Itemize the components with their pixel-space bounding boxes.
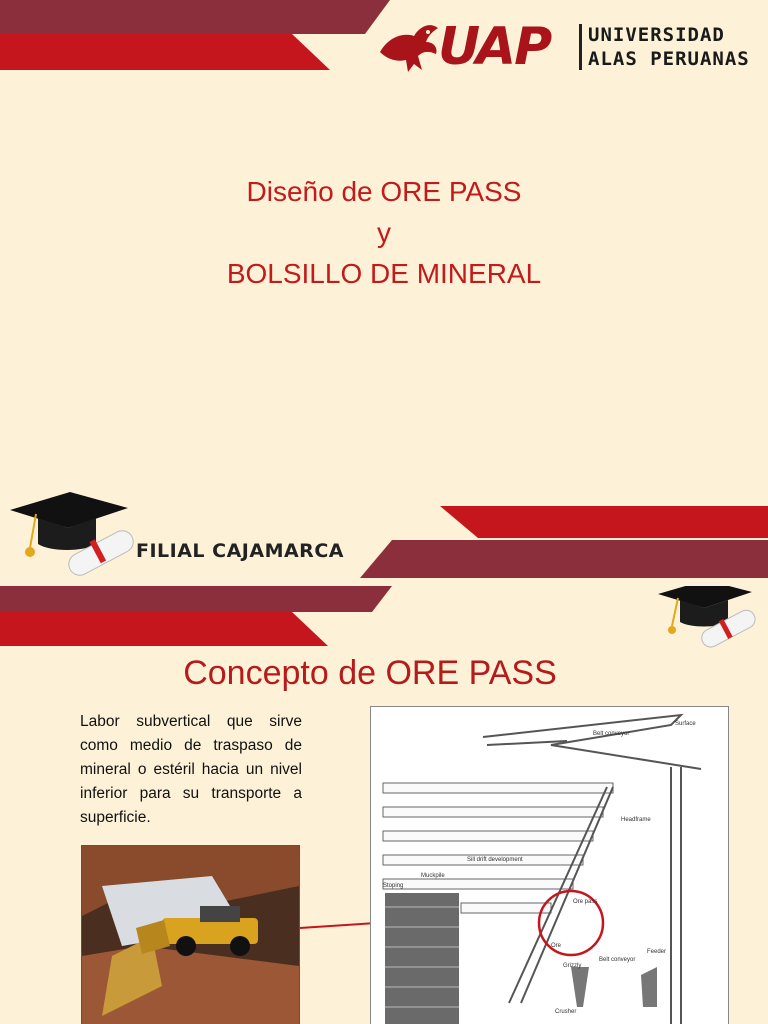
label-muckpile: Muckpile (421, 873, 445, 879)
graduation-cap-icon (6, 488, 142, 580)
uap-wordmark: UAP (438, 17, 551, 77)
slide2-top-bands (0, 586, 420, 648)
label-drift: Sill drift development (467, 857, 523, 863)
slide-title: Concepto de ORE PASS (183, 654, 557, 692)
label-surface: Surface (675, 721, 696, 727)
title-line-2: y (377, 217, 391, 248)
label-ore: Ore (551, 943, 562, 949)
uap-logo (376, 18, 766, 76)
ore-pass-schematic (371, 707, 728, 1024)
logo-divider (579, 24, 582, 70)
ore-pass-diagram (370, 706, 729, 1024)
label-grizzly: Grizzly (563, 963, 582, 969)
concept-slide (0, 586, 768, 1024)
concept-description: Labor subvertical que sirve como medio de traspaso de mineral o estéril hacia un nivel inferior para su transporte a superficie. (80, 713, 302, 826)
underground-loader-photo (81, 845, 300, 1024)
top-decorative-bands (0, 0, 420, 80)
label-stoping: Stoping (383, 883, 404, 889)
eagle-emblem-icon (376, 18, 442, 76)
university-name-line2: ALAS PERUANAS (588, 48, 750, 70)
label-ore-pass: Ore pass (573, 899, 598, 905)
label-feeder: Feeder (647, 949, 667, 955)
label-belt-conveyor-top: Belt conveyor (593, 731, 630, 737)
university-name-line1: UNIVERSIDAD (588, 24, 725, 46)
label-belt-conveyor-bottom: Belt conveyor (599, 957, 636, 963)
title-line-1: Diseño de ORE PASS (246, 176, 522, 207)
slide2-graduation-cap-icon (656, 586, 764, 650)
label-headframe: Headframe (621, 817, 651, 823)
label-crusher: Crusher (555, 1009, 577, 1015)
branch-name: FILIAL CAJAMARCA (136, 540, 344, 562)
title-line-3: BOLSILLO DE MINERAL (226, 258, 542, 289)
loader-illustration (82, 846, 299, 1024)
